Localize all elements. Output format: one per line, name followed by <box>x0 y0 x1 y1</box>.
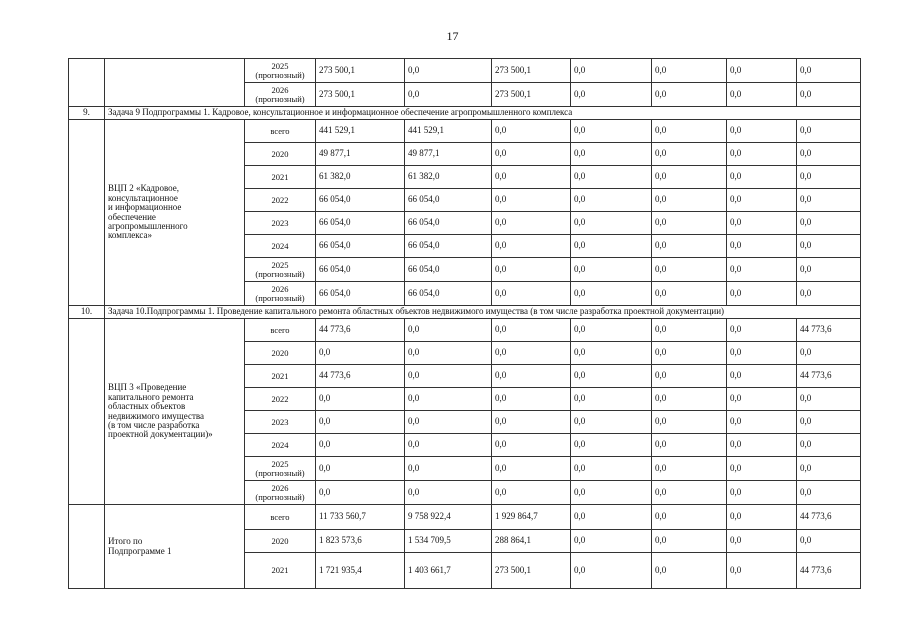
program-name-cell <box>105 319 245 505</box>
value-cell: 0,0 <box>405 83 492 107</box>
value-cell: 0,0 <box>797 120 861 143</box>
value-cell: 0,0 <box>797 258 861 282</box>
value-cell: 0,0 <box>316 411 405 434</box>
value-cell: 0,0 <box>652 553 727 589</box>
value-cell: 0,0 <box>571 365 652 388</box>
value-cell: 0,0 <box>571 319 652 342</box>
year-label: 2026 <box>271 283 289 294</box>
value-cell: 0,0 <box>652 120 727 143</box>
value-cell: 0,0 <box>727 434 797 457</box>
value-cell: 0,0 <box>652 282 727 306</box>
value-cell: 0,0 <box>492 282 571 306</box>
year-cell <box>245 319 316 342</box>
value-cell: 0,0 <box>797 235 861 258</box>
value-cell: 0,0 <box>797 212 861 235</box>
value-cell: 0,0 <box>727 120 797 143</box>
table-row <box>69 120 861 143</box>
year-cell <box>245 189 316 212</box>
value-cell: 0,0 <box>727 457 797 481</box>
value-cell: 0,0 <box>571 212 652 235</box>
value-cell: 0,0 <box>652 505 727 530</box>
program-name-line: проектной документации)» <box>108 429 213 440</box>
value-cell: 0,0 <box>492 319 571 342</box>
value-cell: 0,0 <box>727 83 797 107</box>
year-cell <box>245 83 316 107</box>
value-cell: 0,0 <box>797 388 861 411</box>
value-cell: 0,0 <box>652 258 727 282</box>
value-cell: 0,0 <box>571 457 652 481</box>
task-title: Задача 10.Подпрограммы 1. Проведение капитального ремонта областных объектов недвижимого имущества (в том числе разработка проектной документации) <box>105 306 861 319</box>
program-name-line: комплекса» <box>108 230 152 241</box>
value-cell: 0,0 <box>652 342 727 365</box>
value-cell: 0,0 <box>727 553 797 589</box>
year-label: (прогнозный) <box>255 491 305 502</box>
table-row <box>69 59 861 83</box>
program-name-line: Подпрограмме 1 <box>108 545 172 556</box>
value-cell: 0,0 <box>405 59 492 83</box>
value-cell: 0,0 <box>727 235 797 258</box>
value-cell: 0,0 <box>727 388 797 411</box>
value-cell: 0,0 <box>405 388 492 411</box>
value-cell: 44 773,6 <box>797 553 861 589</box>
year-label: 2022 <box>271 194 289 205</box>
value-cell: 1 721 935,4 <box>316 553 405 589</box>
value-cell: 66 054,0 <box>316 258 405 282</box>
value-cell: 0,0 <box>571 481 652 505</box>
value-cell: 49 877,1 <box>405 143 492 166</box>
value-cell: 1 534 709,5 <box>405 530 492 553</box>
year-cell <box>245 258 316 282</box>
value-cell: 0,0 <box>727 166 797 189</box>
value-cell: 61 382,0 <box>316 166 405 189</box>
value-cell: 0,0 <box>492 457 571 481</box>
value-cell: 66 054,0 <box>316 189 405 212</box>
value-cell: 11 733 560,7 <box>316 505 405 530</box>
value-cell: 273 500,1 <box>316 59 405 83</box>
value-cell: 44 773,6 <box>797 365 861 388</box>
year-label: 2024 <box>271 439 289 450</box>
year-label: 2022 <box>271 393 289 404</box>
value-cell: 0,0 <box>652 212 727 235</box>
value-cell: 0,0 <box>492 481 571 505</box>
value-cell: 44 773,6 <box>797 505 861 530</box>
value-cell: 0,0 <box>727 365 797 388</box>
table-row <box>69 505 861 530</box>
value-cell: 66 054,0 <box>405 258 492 282</box>
value-cell: 0,0 <box>652 365 727 388</box>
value-cell: 0,0 <box>316 481 405 505</box>
task-row <box>69 107 861 120</box>
value-cell: 0,0 <box>405 434 492 457</box>
year-cell <box>245 282 316 306</box>
program-name-line: консультационное <box>108 192 178 203</box>
value-cell: 0,0 <box>652 59 727 83</box>
value-cell: 0,0 <box>797 342 861 365</box>
year-label: 2020 <box>271 347 289 358</box>
value-cell: 0,0 <box>405 481 492 505</box>
value-cell: 0,0 <box>652 530 727 553</box>
year-cell <box>245 166 316 189</box>
task-row <box>69 306 861 319</box>
value-cell: 0,0 <box>571 120 652 143</box>
row-number-cell <box>69 120 105 306</box>
value-cell: 0,0 <box>727 212 797 235</box>
value-cell: 0,0 <box>652 166 727 189</box>
value-cell: 0,0 <box>797 481 861 505</box>
program-name-line: агропромышленного <box>108 220 188 231</box>
year-label: 2021 <box>271 565 289 576</box>
value-cell: 0,0 <box>571 258 652 282</box>
value-cell: 0,0 <box>797 143 861 166</box>
value-cell: 0,0 <box>492 258 571 282</box>
value-cell: 61 382,0 <box>405 166 492 189</box>
value-cell: 66 054,0 <box>405 235 492 258</box>
program-name-cell <box>105 120 245 306</box>
value-cell: 44 773,6 <box>797 319 861 342</box>
value-cell: 0,0 <box>797 189 861 212</box>
value-cell: 0,0 <box>492 235 571 258</box>
value-cell: 441 529,1 <box>405 120 492 143</box>
year-cell <box>245 530 316 553</box>
program-name-cell <box>105 59 245 107</box>
year-cell <box>245 505 316 530</box>
year-label: 2025 <box>271 259 289 270</box>
value-cell: 441 529,1 <box>316 120 405 143</box>
value-cell: 0,0 <box>797 457 861 481</box>
year-label: (прогнозный) <box>255 93 305 104</box>
value-cell: 44 773,6 <box>316 365 405 388</box>
value-cell: 0,0 <box>797 83 861 107</box>
value-cell: 0,0 <box>571 342 652 365</box>
year-cell <box>245 235 316 258</box>
year-cell <box>245 457 316 481</box>
value-cell: 0,0 <box>571 411 652 434</box>
task-number: 9. <box>69 107 105 120</box>
value-cell: 9 758 922,4 <box>405 505 492 530</box>
value-cell: 1 403 661,7 <box>405 553 492 589</box>
value-cell: 0,0 <box>727 59 797 83</box>
value-cell: 0,0 <box>571 235 652 258</box>
value-cell: 0,0 <box>405 319 492 342</box>
value-cell: 0,0 <box>797 434 861 457</box>
value-cell: 0,0 <box>492 212 571 235</box>
year-label: 2026 <box>271 482 289 493</box>
program-name-line: ВЦП 2 «Кадровое, <box>108 183 180 194</box>
program-name-line: обеспечение <box>108 211 156 222</box>
value-cell: 0,0 <box>492 189 571 212</box>
value-cell: 0,0 <box>405 457 492 481</box>
year-label: 2025 <box>271 60 289 71</box>
value-cell: 66 054,0 <box>405 212 492 235</box>
year-label: 2025 <box>271 458 289 469</box>
value-cell: 0,0 <box>797 282 861 306</box>
task-title: Задача 9 Подпрограммы 1. Кадровое, консультационное и информационное обеспечение агропромышленного комплекса <box>105 107 861 120</box>
value-cell: 44 773,6 <box>316 319 405 342</box>
value-cell: 0,0 <box>492 166 571 189</box>
value-cell: 0,0 <box>652 143 727 166</box>
program-name-line: Итого по <box>108 536 143 547</box>
value-cell: 1 823 573,6 <box>316 530 405 553</box>
program-name-line: ВЦП 3 «Проведение <box>108 382 187 393</box>
year-label: 2020 <box>271 148 289 159</box>
value-cell: 273 500,1 <box>492 59 571 83</box>
value-cell: 0,0 <box>316 342 405 365</box>
year-label: 2021 <box>271 171 289 182</box>
value-cell: 0,0 <box>571 388 652 411</box>
value-cell: 0,0 <box>652 457 727 481</box>
year-label: 2023 <box>271 416 289 427</box>
year-cell <box>245 411 316 434</box>
year-cell <box>245 120 316 143</box>
value-cell: 0,0 <box>316 434 405 457</box>
value-cell: 0,0 <box>727 342 797 365</box>
value-cell: 0,0 <box>571 282 652 306</box>
year-label: (прогнозный) <box>255 268 305 279</box>
year-cell <box>245 434 316 457</box>
value-cell: 0,0 <box>571 530 652 553</box>
year-cell <box>245 212 316 235</box>
program-name-line: областных объектов <box>108 401 186 412</box>
year-label: (прогнозный) <box>255 467 305 478</box>
year-label: 2020 <box>271 535 289 546</box>
program-name-line: (в том числе разработка <box>108 419 200 430</box>
value-cell: 0,0 <box>492 342 571 365</box>
value-cell: 0,0 <box>797 411 861 434</box>
value-cell: 0,0 <box>727 258 797 282</box>
value-cell: 0,0 <box>727 189 797 212</box>
value-cell: 0,0 <box>492 365 571 388</box>
year-label: всего <box>270 125 290 136</box>
value-cell: 0,0 <box>571 83 652 107</box>
value-cell: 0,0 <box>571 166 652 189</box>
value-cell: 0,0 <box>727 530 797 553</box>
value-cell: 0,0 <box>727 143 797 166</box>
value-cell: 0,0 <box>727 481 797 505</box>
value-cell: 0,0 <box>571 189 652 212</box>
value-cell: 0,0 <box>571 59 652 83</box>
value-cell: 273 500,1 <box>492 83 571 107</box>
value-cell: 0,0 <box>492 143 571 166</box>
year-label: 2024 <box>271 240 289 251</box>
value-cell: 0,0 <box>571 505 652 530</box>
value-cell: 0,0 <box>652 83 727 107</box>
year-label: 2023 <box>271 217 289 228</box>
row-number-cell <box>69 319 105 505</box>
year-cell <box>245 365 316 388</box>
value-cell: 0,0 <box>405 411 492 434</box>
program-name-line: капитального ремонта <box>108 391 194 402</box>
year-cell <box>245 553 316 589</box>
value-cell: 66 054,0 <box>316 212 405 235</box>
value-cell: 273 500,1 <box>316 83 405 107</box>
value-cell: 66 054,0 <box>405 189 492 212</box>
value-cell: 0,0 <box>652 481 727 505</box>
value-cell: 0,0 <box>797 59 861 83</box>
value-cell: 0,0 <box>652 411 727 434</box>
value-cell: 1 929 864,7 <box>492 505 571 530</box>
value-cell: 0,0 <box>727 505 797 530</box>
value-cell: 0,0 <box>727 411 797 434</box>
value-cell: 0,0 <box>652 189 727 212</box>
value-cell: 0,0 <box>727 282 797 306</box>
value-cell: 0,0 <box>652 388 727 411</box>
value-cell: 49 877,1 <box>316 143 405 166</box>
year-cell <box>245 59 316 83</box>
value-cell: 0,0 <box>405 342 492 365</box>
value-cell: 0,0 <box>797 530 861 553</box>
year-label: (прогнозный) <box>255 69 305 80</box>
year-label: 2026 <box>271 84 289 95</box>
value-cell: 0,0 <box>492 434 571 457</box>
value-cell: 273 500,1 <box>492 553 571 589</box>
value-cell: 0,0 <box>405 365 492 388</box>
value-cell: 0,0 <box>727 319 797 342</box>
table-row <box>69 319 861 342</box>
budget-table <box>68 58 861 589</box>
value-cell: 0,0 <box>492 120 571 143</box>
value-cell: 0,0 <box>492 388 571 411</box>
year-cell <box>245 481 316 505</box>
year-cell <box>245 143 316 166</box>
value-cell: 0,0 <box>571 553 652 589</box>
value-cell: 0,0 <box>797 166 861 189</box>
year-cell <box>245 342 316 365</box>
value-cell: 288 864,1 <box>492 530 571 553</box>
value-cell: 66 054,0 <box>316 282 405 306</box>
value-cell: 0,0 <box>571 143 652 166</box>
value-cell: 0,0 <box>652 235 727 258</box>
year-label: (прогнозный) <box>255 292 305 303</box>
value-cell: 0,0 <box>492 411 571 434</box>
year-label: всего <box>270 324 290 335</box>
value-cell: 0,0 <box>652 434 727 457</box>
value-cell: 0,0 <box>571 434 652 457</box>
row-number-cell <box>69 59 105 107</box>
year-label: всего <box>270 511 290 522</box>
value-cell: 66 054,0 <box>405 282 492 306</box>
task-number: 10. <box>69 306 105 319</box>
program-name-cell <box>105 505 245 589</box>
value-cell: 0,0 <box>316 457 405 481</box>
program-name-line: и информационное <box>108 202 182 213</box>
value-cell: 0,0 <box>316 388 405 411</box>
program-name-line: недвижимого имущества <box>108 410 204 421</box>
year-label: 2021 <box>271 370 289 381</box>
value-cell: 0,0 <box>652 319 727 342</box>
page-number: 17 <box>446 29 459 43</box>
year-cell <box>245 388 316 411</box>
row-number-cell <box>69 505 105 589</box>
value-cell: 66 054,0 <box>316 235 405 258</box>
